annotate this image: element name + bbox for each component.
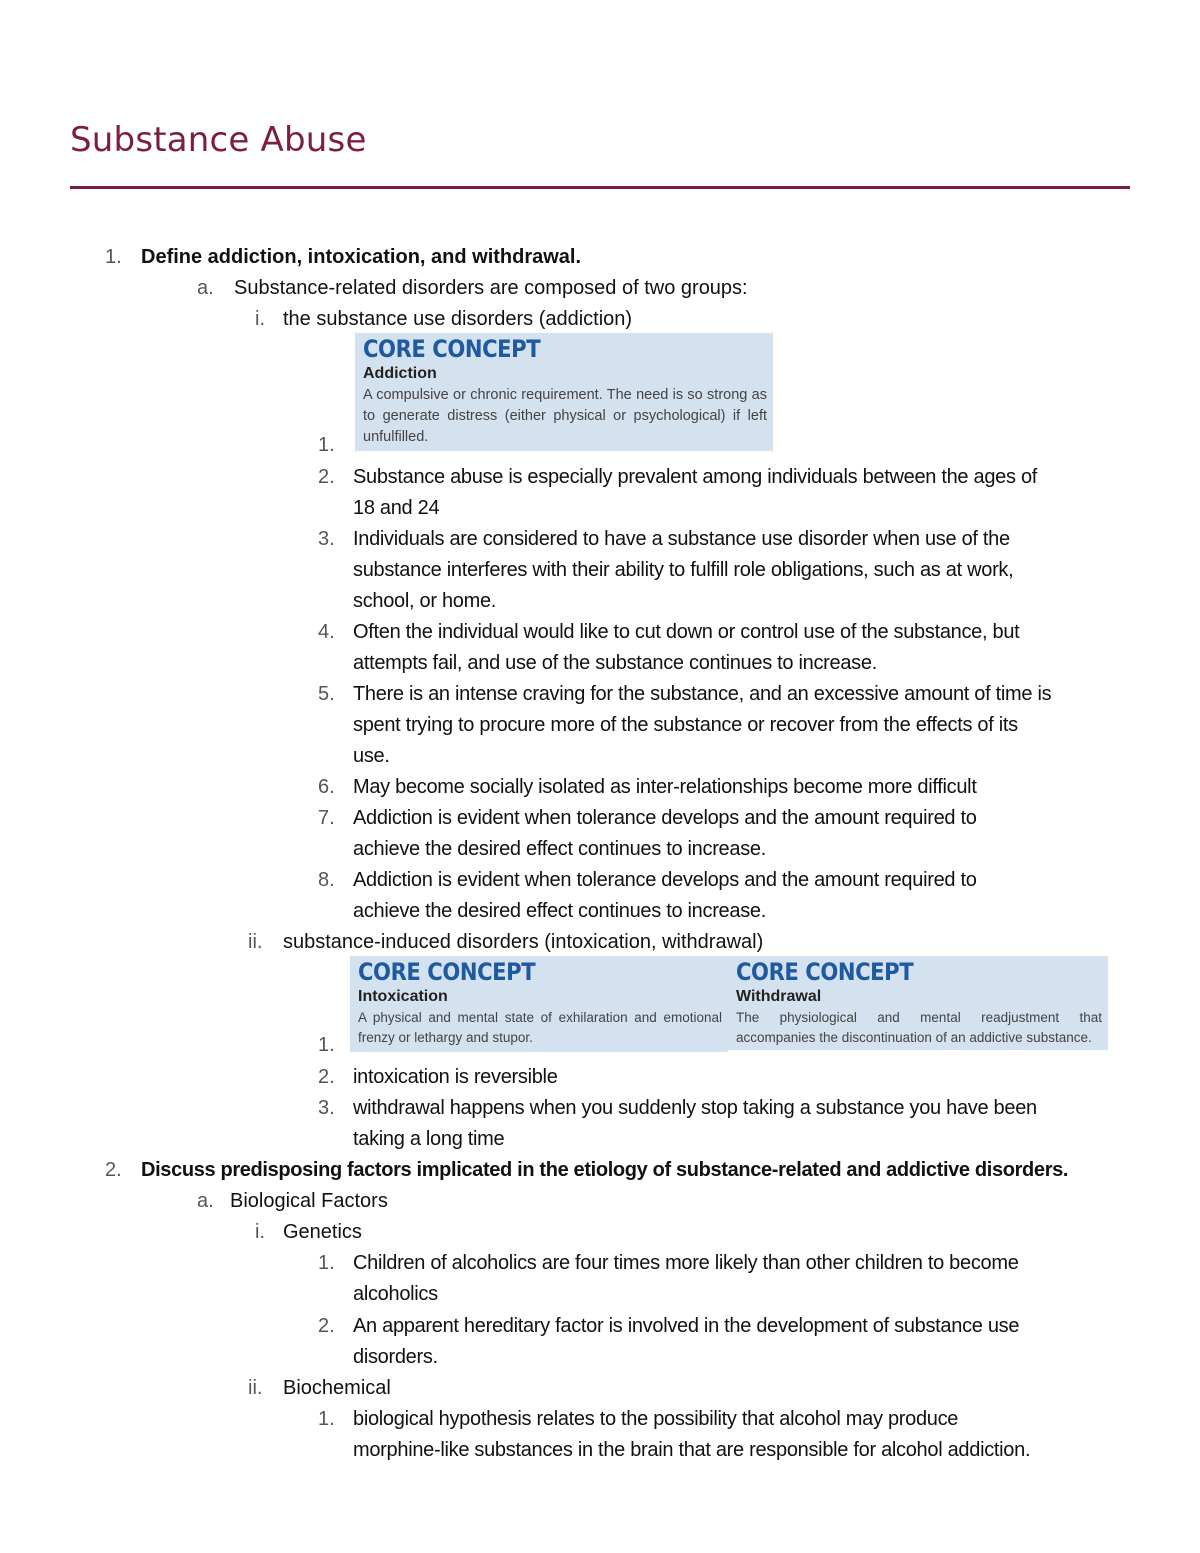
q1-i-marker: i. xyxy=(255,308,265,330)
core-concept-heading: CORE CONCEPT xyxy=(358,958,536,986)
list-item-number: 7. xyxy=(318,807,335,829)
q1-a-text: Substance-related disorders are composed of two groups: xyxy=(234,277,748,299)
core-concept-heading: CORE CONCEPT xyxy=(736,958,914,986)
q2-ii-text: Biochemical xyxy=(283,1377,391,1399)
q2-i-marker: i. xyxy=(255,1221,265,1243)
list-item-text: attempts fail, and use of the substance continues to increase. xyxy=(353,652,877,674)
list-item-number: 6. xyxy=(318,776,335,798)
list-item-number: 2. xyxy=(318,1066,335,1088)
q1-ii-text: substance-induced disorders (intoxication, withdrawal) xyxy=(283,931,764,953)
list-item-text: alcoholics xyxy=(353,1283,438,1305)
list-item-text: use. xyxy=(353,745,390,767)
list-item-number: 1. xyxy=(318,1034,335,1056)
core-concept-definition: A compulsive or chronic requirement. The need is so strong as to generate distress (either physical or psychological) if left unfulfilled. xyxy=(363,387,767,445)
list-item-text: An apparent hereditary factor is involved in the development of substance use xyxy=(353,1315,1020,1337)
list-item-number: 5. xyxy=(318,683,335,705)
list-item-text: intoxication is reversible xyxy=(353,1066,558,1088)
q2-heading: Discuss predisposing factors implicated in the etiology of substance-related and addictive disorders. xyxy=(141,1159,1069,1181)
list-item-text: spent trying to procure more of the substance or recover from the effects of its xyxy=(353,714,1018,736)
list-item-text: There is an intense craving for the substance, and an excessive amount of time is xyxy=(353,683,1052,705)
q2-ii-marker: ii. xyxy=(248,1377,263,1399)
list-item-number: 2. xyxy=(318,1315,335,1337)
list-item-number: 8. xyxy=(318,869,335,891)
list-item-number: 2. xyxy=(318,466,335,488)
core-concept-intoxication xyxy=(350,956,728,1052)
list-item-text: Individuals are considered to have a substance use disorder when use of the xyxy=(353,528,1010,550)
q2-i-text: Genetics xyxy=(283,1221,362,1243)
q1-number: 1. xyxy=(105,246,122,268)
list-item-text: disorders. xyxy=(353,1346,438,1368)
list-item-text: achieve the desired effect continues to increase. xyxy=(353,838,766,860)
q1-heading: Define addiction, intoxication, and withdrawal. xyxy=(141,246,582,268)
list-item-text: Children of alcoholics are four times more likely than other children to become xyxy=(353,1252,1019,1274)
core-concept-term: Intoxication xyxy=(358,988,448,1005)
list-item-text: Often the individual would like to cut down or control use of the substance, but xyxy=(353,621,1020,643)
list-item-number: 1. xyxy=(318,1408,335,1430)
list-item-number: 3. xyxy=(318,528,335,550)
list-item-text: biological hypothesis relates to the possibility that alcohol may produce xyxy=(353,1408,959,1430)
list-item-number: 1. xyxy=(318,1252,335,1274)
core-concept-heading: CORE CONCEPT xyxy=(363,335,541,363)
core-concept-addiction xyxy=(355,333,773,451)
q1-i-text: the substance use disorders (addiction) xyxy=(283,308,633,330)
list-item-text: Substance abuse is especially prevalent among individuals between the ages of xyxy=(353,466,1038,488)
q2-a-text: Biological Factors xyxy=(230,1190,388,1212)
core-concept-definition: A physical and mental state of exhilaration and emotional frenzy or lethargy and stupor. xyxy=(358,1010,722,1045)
list-item-text: school, or home. xyxy=(353,590,497,612)
list-item-text: Addiction is evident when tolerance develops and the amount required to xyxy=(353,807,977,829)
list-item-text: May become socially isolated as inter-relationships become more difficult xyxy=(353,776,977,798)
page-title: Substance Abuse xyxy=(70,120,367,160)
list-item-text: withdrawal happens when you suddenly stop taking a substance you have been xyxy=(353,1097,1037,1119)
list-item-text: taking a long time xyxy=(353,1128,505,1150)
q2-a-marker: a. xyxy=(197,1190,214,1212)
core-concept-withdrawal xyxy=(728,956,1108,1050)
list-item-number: 1. xyxy=(318,434,335,456)
q2-number: 2. xyxy=(105,1159,122,1181)
list-item-number: 3. xyxy=(318,1097,335,1119)
title-divider xyxy=(70,186,1130,189)
q1-ii-marker: ii. xyxy=(248,931,263,953)
core-concept-term: Withdrawal xyxy=(736,988,822,1005)
list-item-text: Addiction is evident when tolerance develops and the amount required to xyxy=(353,869,977,891)
list-item-text: morphine-like substances in the brain that are responsible for alcohol addiction. xyxy=(353,1439,1031,1461)
core-concept-definition: The physiological and mental readjustment that accompanies the discontinuation of an addictive substance. xyxy=(736,1010,1102,1045)
list-item-number: 4. xyxy=(318,621,335,643)
core-concept-term: Addiction xyxy=(363,365,437,382)
list-item-text: substance interferes with their ability to fulfill role obligations, such as at work, xyxy=(353,559,1014,581)
q1-a-marker: a. xyxy=(197,277,214,299)
list-item-text: 18 and 24 xyxy=(353,497,440,519)
list-item-text: achieve the desired effect continues to increase. xyxy=(353,900,766,922)
